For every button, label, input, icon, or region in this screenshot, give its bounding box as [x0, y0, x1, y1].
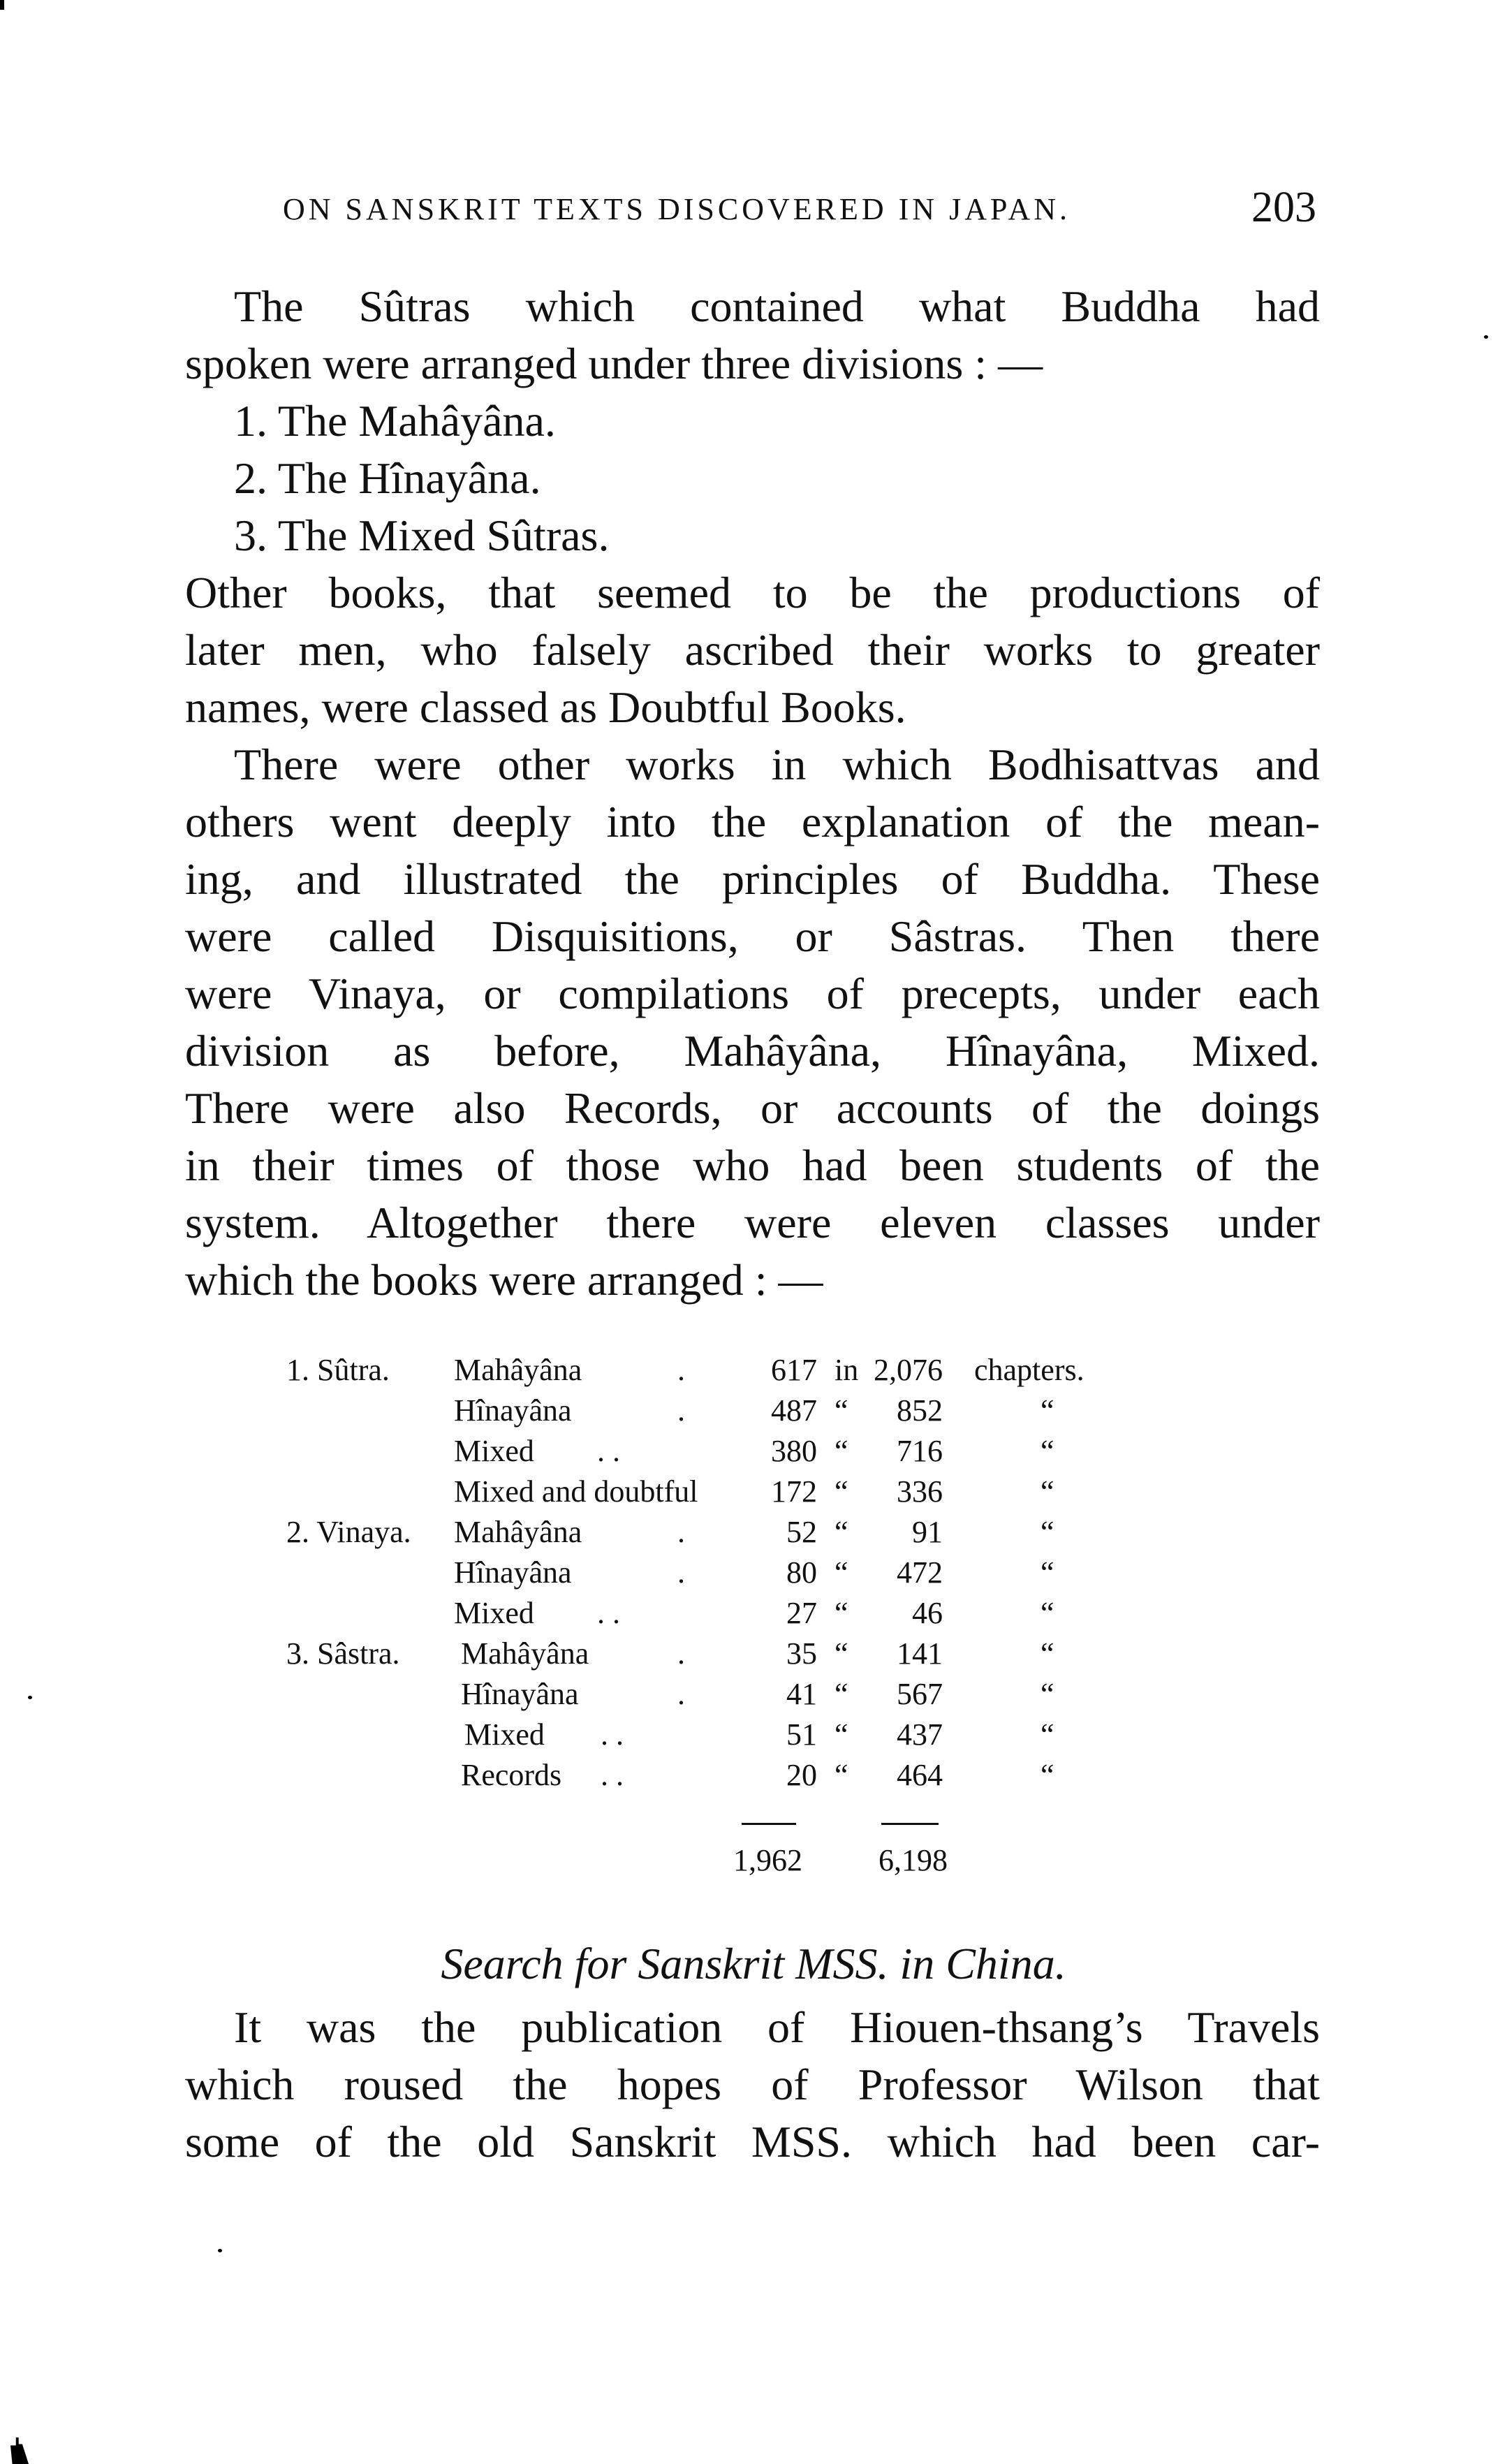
table-chapters: 472: [897, 1555, 943, 1590]
table-chapters: 567: [897, 1677, 943, 1711]
table-ditto: “: [835, 1434, 848, 1468]
table-ditto: “: [1041, 1555, 1054, 1590]
table-name: Mixed: [454, 1596, 534, 1630]
table-count: 35: [786, 1636, 817, 1671]
table-count: 41: [786, 1677, 817, 1711]
text-line: The Sûtras which contained what Buddha had: [234, 281, 1320, 331]
table-ditto: “: [835, 1474, 848, 1509]
table-ditto: “: [1041, 1393, 1054, 1428]
table-row: [286, 1595, 1194, 1636]
text-line: Other books, that seemed to be the productions of: [185, 568, 1320, 617]
table-row: [286, 1555, 1194, 1595]
table-name: Mahâyâna: [461, 1636, 589, 1671]
paragraph-sutras-intro: [185, 278, 1320, 564]
text-line: There were also Records, or accounts of the doings: [185, 1083, 1320, 1133]
table-name: Records: [461, 1758, 562, 1792]
text-line: names, were classed as Doubtful Books.: [185, 682, 906, 732]
scan-speck: [218, 2249, 222, 2252]
table-leader-dots: . .: [601, 1758, 624, 1792]
table-ditto: “: [1041, 1677, 1054, 1711]
paragraph-hiouen-thsang: [185, 1999, 1320, 2171]
table-leader-dots: .: [677, 1353, 685, 1387]
table-chapters: 716: [897, 1434, 943, 1468]
table-name: Hînayâna: [454, 1393, 572, 1428]
table-count: 20: [786, 1758, 817, 1792]
table-row: [286, 1352, 1194, 1393]
table-count: 617: [771, 1353, 817, 1387]
table-name: Mahâyâna: [454, 1515, 582, 1549]
list-item: 1. The Mahâyâna.: [234, 396, 556, 446]
table-group: 3. Sâstra.: [286, 1636, 400, 1671]
table-leader-dots: .: [677, 1636, 685, 1671]
table-leader-dots: .: [677, 1555, 685, 1590]
table-leader-dots: . .: [597, 1434, 620, 1468]
table-ditto: “: [835, 1677, 848, 1711]
table-chapters: 437: [897, 1717, 943, 1752]
total-chapters: 6,198: [879, 1843, 948, 1877]
table-ditto: “: [835, 1596, 848, 1630]
classes-table: [286, 1352, 1194, 1798]
table-count: 80: [786, 1555, 817, 1590]
text-line: which the books were arranged : —: [185, 1255, 823, 1305]
table-ditto: “: [1041, 1636, 1054, 1671]
table-group: 2. Vinaya.: [286, 1515, 411, 1549]
scan-speck: [1484, 335, 1488, 339]
table-count: 172: [771, 1474, 817, 1509]
table-count: 51: [786, 1717, 817, 1752]
table-ditto: “: [1041, 1758, 1054, 1792]
table-name: Hînayâna: [454, 1555, 572, 1590]
text-line: were Vinaya, or compilations of precepts, under each: [185, 969, 1320, 1018]
table-name: Mixed: [464, 1717, 545, 1752]
table-name: Mahâyâna: [454, 1353, 582, 1387]
scan-speck: [28, 1696, 32, 1699]
table-chapters: 91: [912, 1515, 943, 1549]
text-line: There were other works in which Bodhisattvas and: [234, 740, 1320, 789]
section-heading: Search for Sanskrit MSS. in China.: [441, 1939, 1066, 1988]
table-leader-dots: . .: [597, 1596, 620, 1630]
text-line: were called Disquisitions, or Sâstras. Then there: [185, 911, 1320, 961]
table-chapters: 2,076: [874, 1353, 943, 1387]
table-name: Mixed: [454, 1434, 534, 1468]
table-chapters: 464: [897, 1758, 943, 1792]
table-leader-dots: .: [677, 1677, 685, 1711]
table-group: 1. Sûtra.: [286, 1353, 390, 1387]
table-chapters: 141: [897, 1636, 943, 1671]
table-row: [286, 1636, 1194, 1676]
table-chapters: 336: [897, 1474, 943, 1509]
running-head-title: ON SANSKRIT TEXTS DISCOVERED IN JAPAN.: [283, 192, 1071, 226]
sum-rule-chapters: [881, 1823, 939, 1825]
table-row: [286, 1474, 1194, 1514]
text-line: which roused the hopes of Professor Wilson that: [185, 2060, 1320, 2109]
table-count: 487: [771, 1393, 817, 1428]
table-name: Mixed and doubtful: [454, 1474, 698, 1509]
text-line: others went deeply into the explanation of the mean-: [185, 797, 1320, 846]
table-chapters: 46: [912, 1596, 943, 1630]
table-ditto: “: [1041, 1717, 1054, 1752]
table-unit: chapters.: [974, 1353, 1085, 1387]
table-leader-dots: . .: [601, 1717, 624, 1752]
table-row: [286, 1717, 1194, 1757]
table-count: 52: [786, 1515, 817, 1549]
table-row: [286, 1433, 1194, 1474]
table-count: 380: [771, 1434, 817, 1468]
text-line: system. Altogether there were eleven classes under: [185, 1198, 1320, 1247]
table-ditto: “: [835, 1717, 848, 1752]
list-item: 2. The Hînayâna.: [234, 453, 541, 503]
scan-edge-mark: [10, 2437, 29, 2464]
table-row: [286, 1757, 1194, 1798]
table-ditto: “: [1041, 1474, 1054, 1509]
total-count: 1,962: [733, 1843, 802, 1877]
text-line: some of the old Sanskrit MSS. which had been car-: [185, 2117, 1320, 2166]
table-ditto: “: [1041, 1515, 1054, 1549]
list-item: 3. The Mixed Sûtras.: [234, 511, 610, 560]
table-ditto: “: [835, 1636, 848, 1671]
table-count: 27: [786, 1596, 817, 1630]
table-leader-dots: .: [677, 1515, 685, 1549]
table-leader-dots: .: [677, 1393, 685, 1428]
text-line: spoken were arranged under three divisions : —: [185, 339, 1043, 388]
text-line: in their times of those who had been students of the: [185, 1141, 1320, 1190]
table-ditto: “: [835, 1555, 848, 1590]
text-line: ing, and illustrated the principles of Buddha. These: [185, 854, 1320, 904]
scan-edge-mark: [0, 0, 4, 10]
text-line: later men, who falsely ascribed their works to greater: [185, 625, 1320, 675]
table-name: Hînayâna: [461, 1677, 579, 1711]
paragraph-other-works: [185, 736, 1320, 1309]
table-chapters: 852: [897, 1393, 943, 1428]
table-ditto: “: [835, 1758, 848, 1792]
table-ditto: “: [1041, 1434, 1054, 1468]
table-ditto: “: [835, 1515, 848, 1549]
sum-rule-count: [742, 1823, 796, 1825]
page-number: 203: [1251, 184, 1316, 231]
table-row: [286, 1393, 1194, 1433]
table-ditto: “: [1041, 1596, 1054, 1630]
paragraph-doubtful-books: [185, 564, 1320, 736]
text-line: division as before, Mahâyâna, Hînayâna, Mixed.: [185, 1026, 1320, 1076]
table-ditto: “: [835, 1393, 848, 1428]
table-in: in: [835, 1353, 859, 1387]
table-row: [286, 1514, 1194, 1555]
text-line: It was the publication of Hiouen-thsang’s Travels: [234, 2002, 1320, 2052]
table-row: [286, 1676, 1194, 1717]
